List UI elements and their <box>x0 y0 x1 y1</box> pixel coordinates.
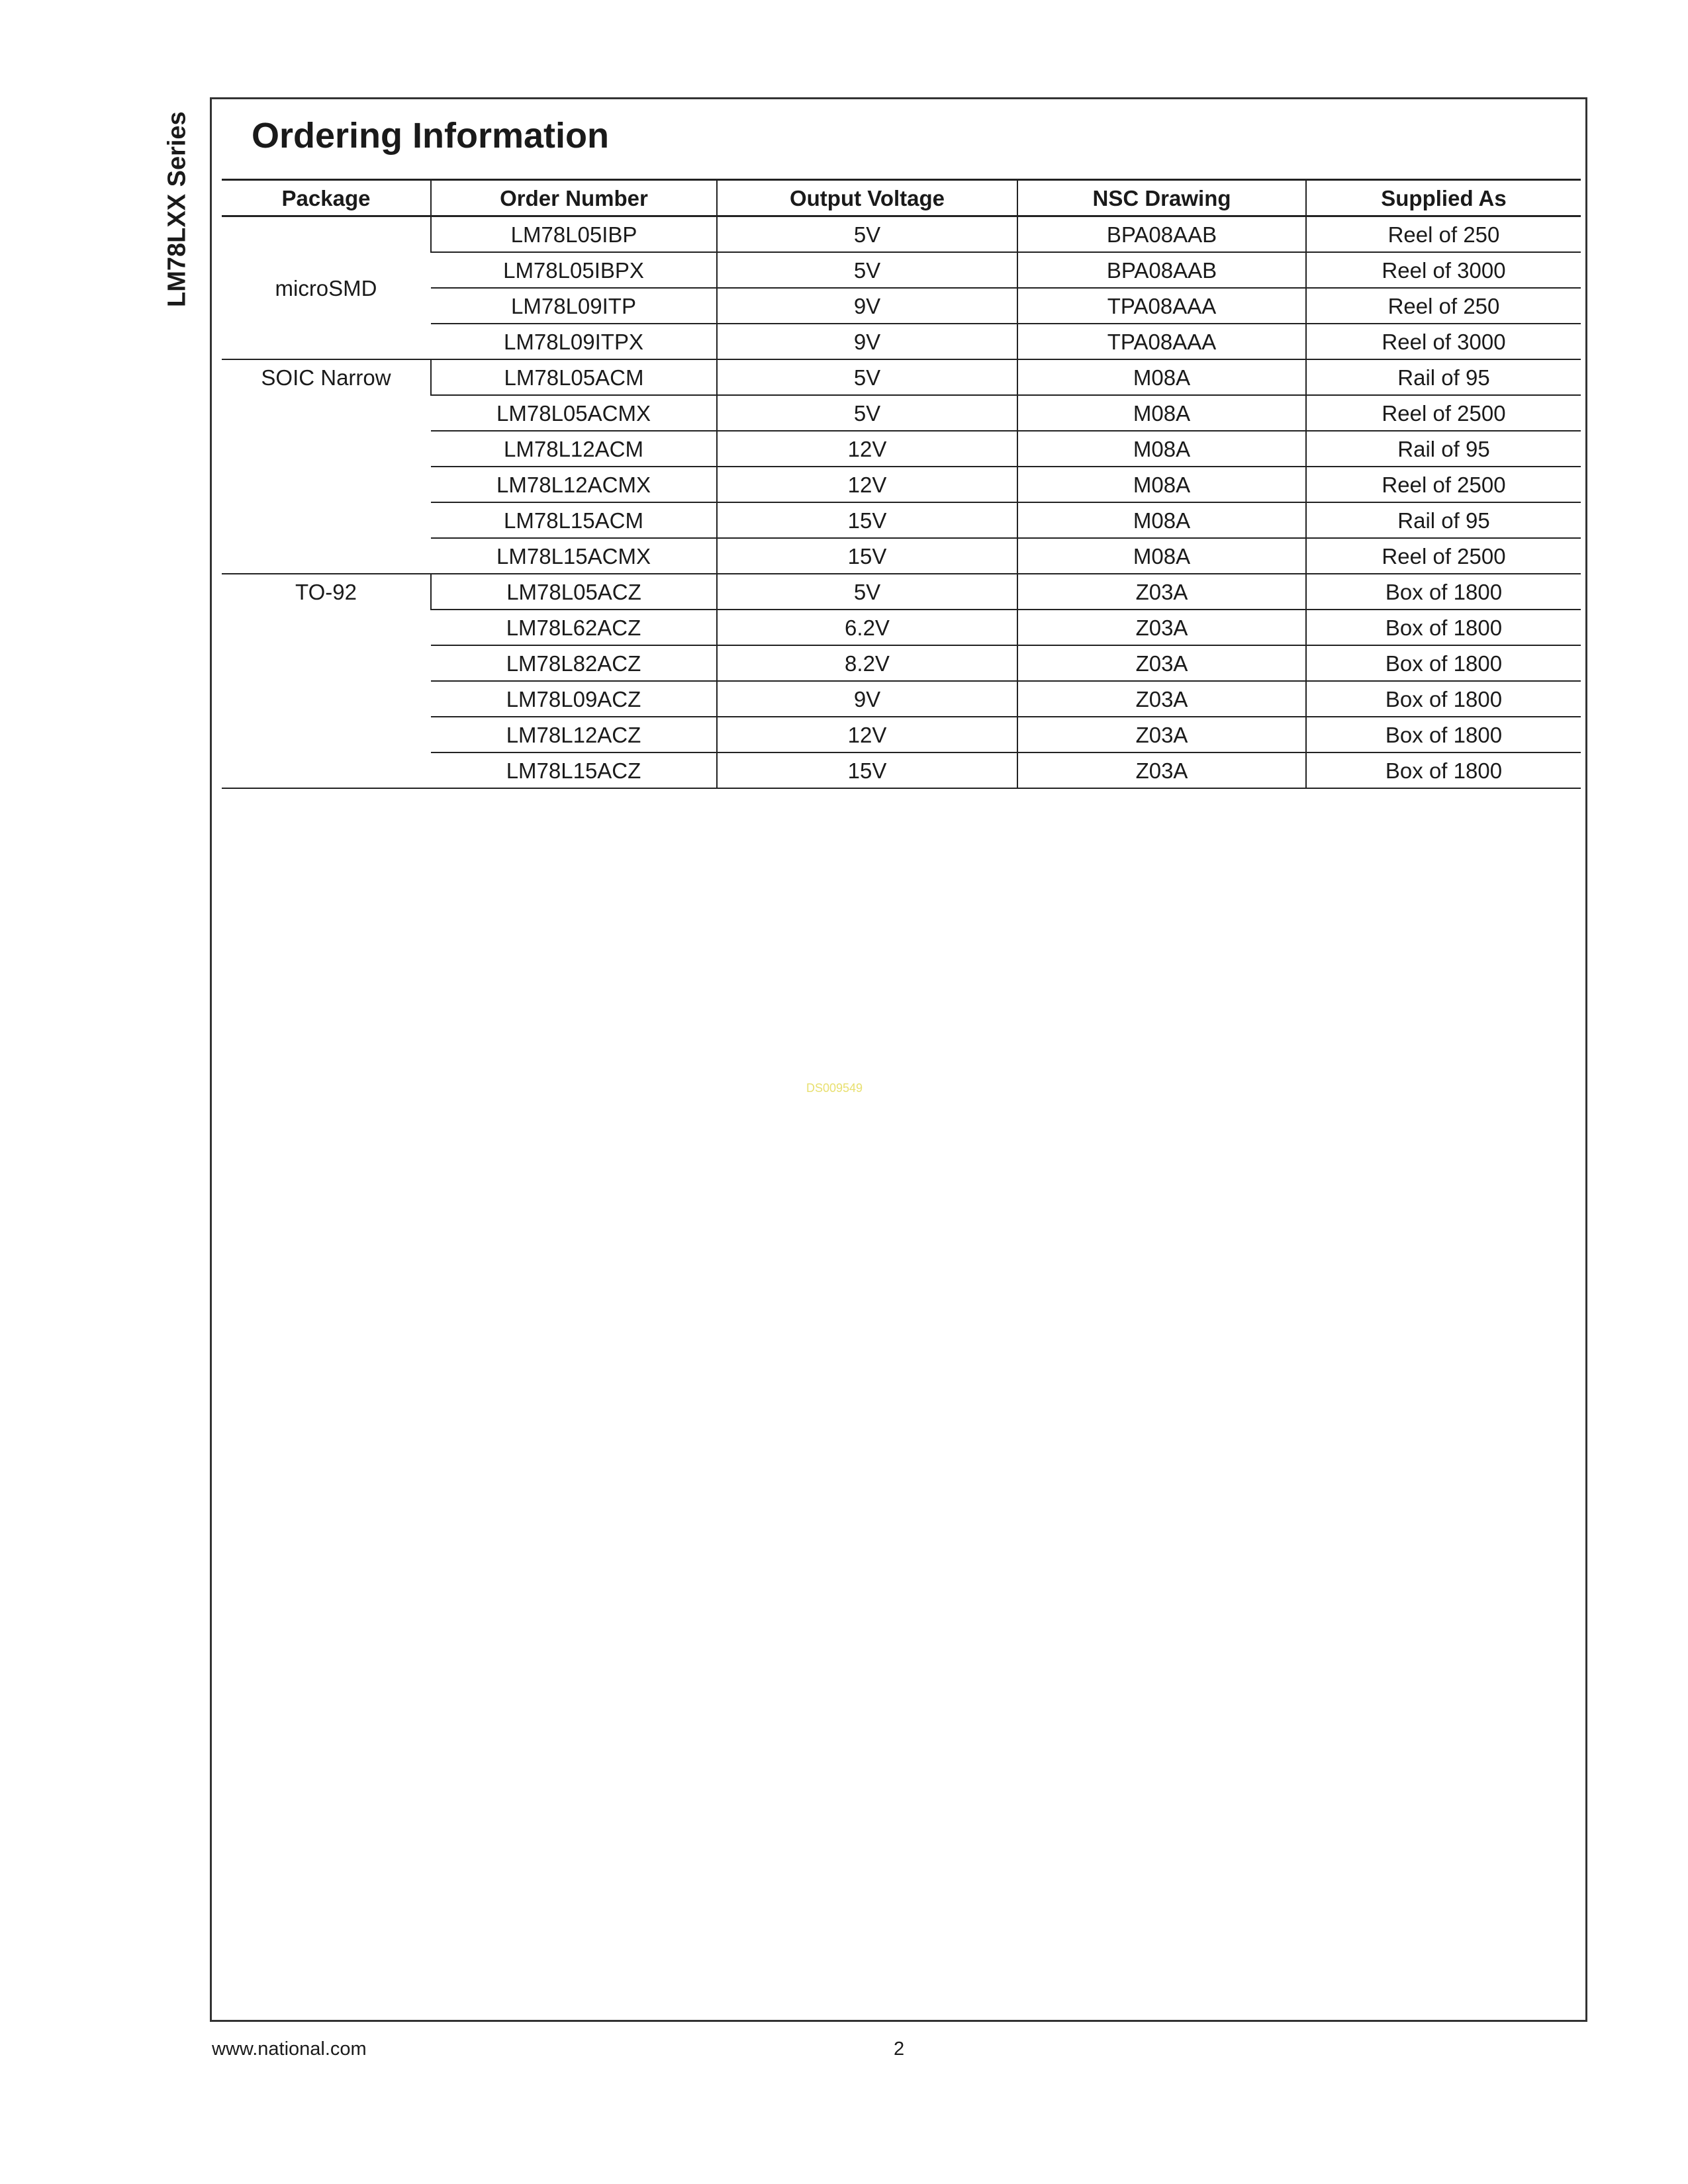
output-voltage-cell: 5V <box>717 216 1017 253</box>
output-voltage-cell: 6.2V <box>717 610 1017 645</box>
order-number-cell: LM78L09ITP <box>431 288 717 324</box>
order-number-cell: LM78L05ACMX <box>431 395 717 431</box>
nsc-drawing-cell: TPA08AAA <box>1017 324 1306 359</box>
order-number-cell: LM78L12ACM <box>431 431 717 467</box>
supplied-as-cell: Box of 1800 <box>1306 717 1581 752</box>
supplied-as-cell: Box of 1800 <box>1306 645 1581 681</box>
supplied-as-cell: Reel of 2500 <box>1306 538 1581 574</box>
supplied-as-cell: Box of 1800 <box>1306 574 1581 610</box>
header-nsc-drawing: NSC Drawing <box>1017 180 1306 216</box>
nsc-drawing-cell: BPA08AAB <box>1017 216 1306 253</box>
footer-website-link[interactable]: www.national.com <box>212 2038 367 2060</box>
output-voltage-cell: 9V <box>717 288 1017 324</box>
nsc-drawing-cell: Z03A <box>1017 645 1306 681</box>
table-body <box>222 216 1581 789</box>
supplied-as-cell: Reel of 3000 <box>1306 252 1581 288</box>
order-number-cell: LM78L05ACZ <box>431 574 717 610</box>
output-voltage-cell: 15V <box>717 538 1017 574</box>
header-supplied-as: Supplied As <box>1306 180 1581 216</box>
order-number-cell: LM78L05ACM <box>431 359 717 395</box>
page-number: 2 <box>894 2038 905 2060</box>
nsc-drawing-cell: M08A <box>1017 431 1306 467</box>
nsc-drawing-cell: TPA08AAA <box>1017 288 1306 324</box>
supplied-as-cell: Box of 1800 <box>1306 681 1581 717</box>
section-title: Ordering Information <box>252 116 609 156</box>
nsc-drawing-cell: Z03A <box>1017 610 1306 645</box>
package-cell: microSMD <box>222 216 431 360</box>
output-voltage-cell: 5V <box>717 574 1017 610</box>
order-number-cell: LM78L05IBPX <box>431 252 717 288</box>
side-series-title: LM78LXX Series <box>163 111 191 307</box>
output-voltage-cell: 9V <box>717 681 1017 717</box>
package-cell: SOIC Narrow <box>222 359 431 574</box>
nsc-drawing-cell: M08A <box>1017 502 1306 538</box>
nsc-drawing-cell: Z03A <box>1017 681 1306 717</box>
nsc-drawing-cell: BPA08AAB <box>1017 252 1306 288</box>
output-voltage-cell: 5V <box>717 359 1017 395</box>
output-voltage-cell: 5V <box>717 252 1017 288</box>
table-header <box>222 180 1581 216</box>
order-number-cell: LM78L15ACM <box>431 502 717 538</box>
table-row <box>222 574 1581 610</box>
output-voltage-cell: 5V <box>717 395 1017 431</box>
supplied-as-cell: Reel of 250 <box>1306 216 1581 253</box>
order-number-cell: LM78L15ACMX <box>431 538 717 574</box>
order-number-cell: LM78L15ACZ <box>431 752 717 788</box>
output-voltage-cell: 15V <box>717 752 1017 788</box>
nsc-drawing-cell: Z03A <box>1017 574 1306 610</box>
package-cell: TO-92 <box>222 574 431 788</box>
document-id-watermark: DS009549 <box>806 1081 863 1095</box>
order-number-cell: LM78L09ACZ <box>431 681 717 717</box>
output-voltage-cell: 8.2V <box>717 645 1017 681</box>
output-voltage-cell: 12V <box>717 431 1017 467</box>
order-number-cell: LM78L12ACZ <box>431 717 717 752</box>
ordering-table <box>222 179 1581 789</box>
table-row <box>222 359 1581 395</box>
supplied-as-cell: Box of 1800 <box>1306 610 1581 645</box>
supplied-as-cell: Rail of 95 <box>1306 431 1581 467</box>
nsc-drawing-cell: Z03A <box>1017 752 1306 788</box>
order-number-cell: LM78L09ITPX <box>431 324 717 359</box>
nsc-drawing-cell: Z03A <box>1017 717 1306 752</box>
header-order-number: Order Number <box>431 180 717 216</box>
supplied-as-cell: Reel of 2500 <box>1306 467 1581 502</box>
header-row <box>222 180 1581 216</box>
order-number-cell: LM78L12ACMX <box>431 467 717 502</box>
nsc-drawing-cell: M08A <box>1017 395 1306 431</box>
table-row <box>222 216 1581 253</box>
nsc-drawing-cell: M08A <box>1017 538 1306 574</box>
output-voltage-cell: 12V <box>717 717 1017 752</box>
supplied-as-cell: Reel of 250 <box>1306 288 1581 324</box>
order-number-cell: LM78L05IBP <box>431 216 717 253</box>
supplied-as-cell: Box of 1800 <box>1306 752 1581 788</box>
nsc-drawing-cell: M08A <box>1017 359 1306 395</box>
supplied-as-cell: Reel of 2500 <box>1306 395 1581 431</box>
order-number-cell: LM78L82ACZ <box>431 645 717 681</box>
output-voltage-cell: 9V <box>717 324 1017 359</box>
order-number-cell: LM78L62ACZ <box>431 610 717 645</box>
output-voltage-cell: 15V <box>717 502 1017 538</box>
output-voltage-cell: 12V <box>717 467 1017 502</box>
supplied-as-cell: Rail of 95 <box>1306 502 1581 538</box>
supplied-as-cell: Reel of 3000 <box>1306 324 1581 359</box>
supplied-as-cell: Rail of 95 <box>1306 359 1581 395</box>
header-output-voltage: Output Voltage <box>717 180 1017 216</box>
nsc-drawing-cell: M08A <box>1017 467 1306 502</box>
header-package: Package <box>222 180 431 216</box>
